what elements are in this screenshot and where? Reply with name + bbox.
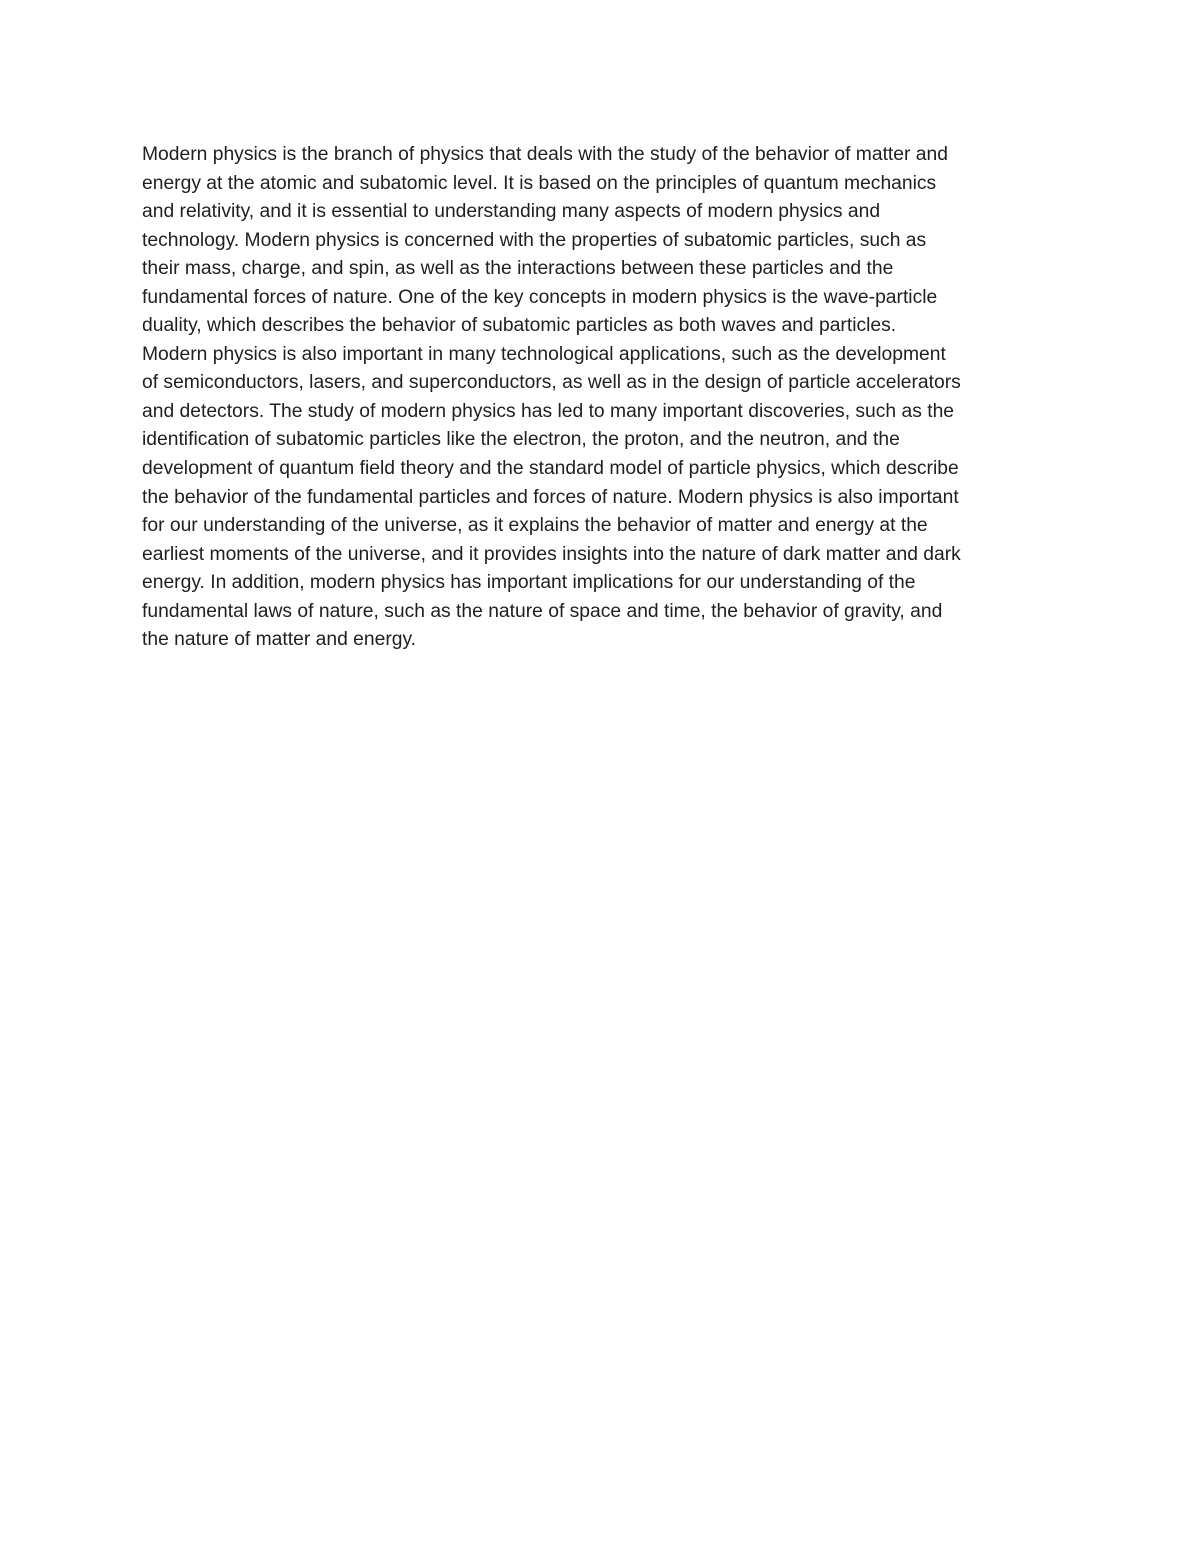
body-paragraph <box>142 141 1082 655</box>
paragraph-line-1: Modern physics is the branch of physics that deals with the study of the behavior of matter and <box>142 144 948 165</box>
paragraph-line-14: for our understanding of the universe, as it explains the behavior of matter and energy at the <box>142 515 928 537</box>
paragraph-line-9: of semiconductors, lasers, and superconductors, as well as in the design of particle accelerators <box>142 372 961 394</box>
paragraph-line-3: and relativity, and it is essential to understanding many aspects of modern physics and <box>142 201 881 223</box>
paragraph-line-4: technology. Modern physics is concerned with the properties of subatomic particles, such as <box>142 229 927 251</box>
paragraph-line-17: fundamental laws of nature, such as the nature of space and time, the behavior of gravity, and <box>142 600 943 622</box>
paragraph-line-2: energy at the atomic and subatomic level. It is based on the principles of quantum mechanics <box>142 172 937 194</box>
paragraph-line-10: and detectors. The study of modern physics has led to many important discoveries, such as the <box>142 400 955 422</box>
paragraph-line-13: the behavior of the fundamental particles and forces of nature. Modern physics is also important <box>142 486 959 508</box>
paragraph-line-11: identification of subatomic particles like the electron, the proton, and the neutron, and the <box>142 429 900 451</box>
paragraph-line-7: duality, which describes the behavior of subatomic particles as both waves and particles. <box>142 315 897 337</box>
paragraph-line-12: development of quantum field theory and the standard model of particle physics, which describe <box>142 458 959 480</box>
paragraph-line-15: earliest moments of the universe, and it provides insights into the nature of dark matter and dark <box>142 543 961 565</box>
paragraph-line-8: Modern physics is also important in many technological applications, such as the development <box>142 343 946 365</box>
paragraph-line-18: the nature of matter and energy. <box>142 629 417 651</box>
paragraph-line-5: their mass, charge, and spin, as well as the interactions between these particles and the <box>142 258 894 280</box>
paragraph-line-6: fundamental forces of nature. One of the key concepts in modern physics is the wave-particle <box>142 286 938 308</box>
paragraph-line-16: energy. In addition, modern physics has important implications for our understanding of the <box>142 572 916 594</box>
